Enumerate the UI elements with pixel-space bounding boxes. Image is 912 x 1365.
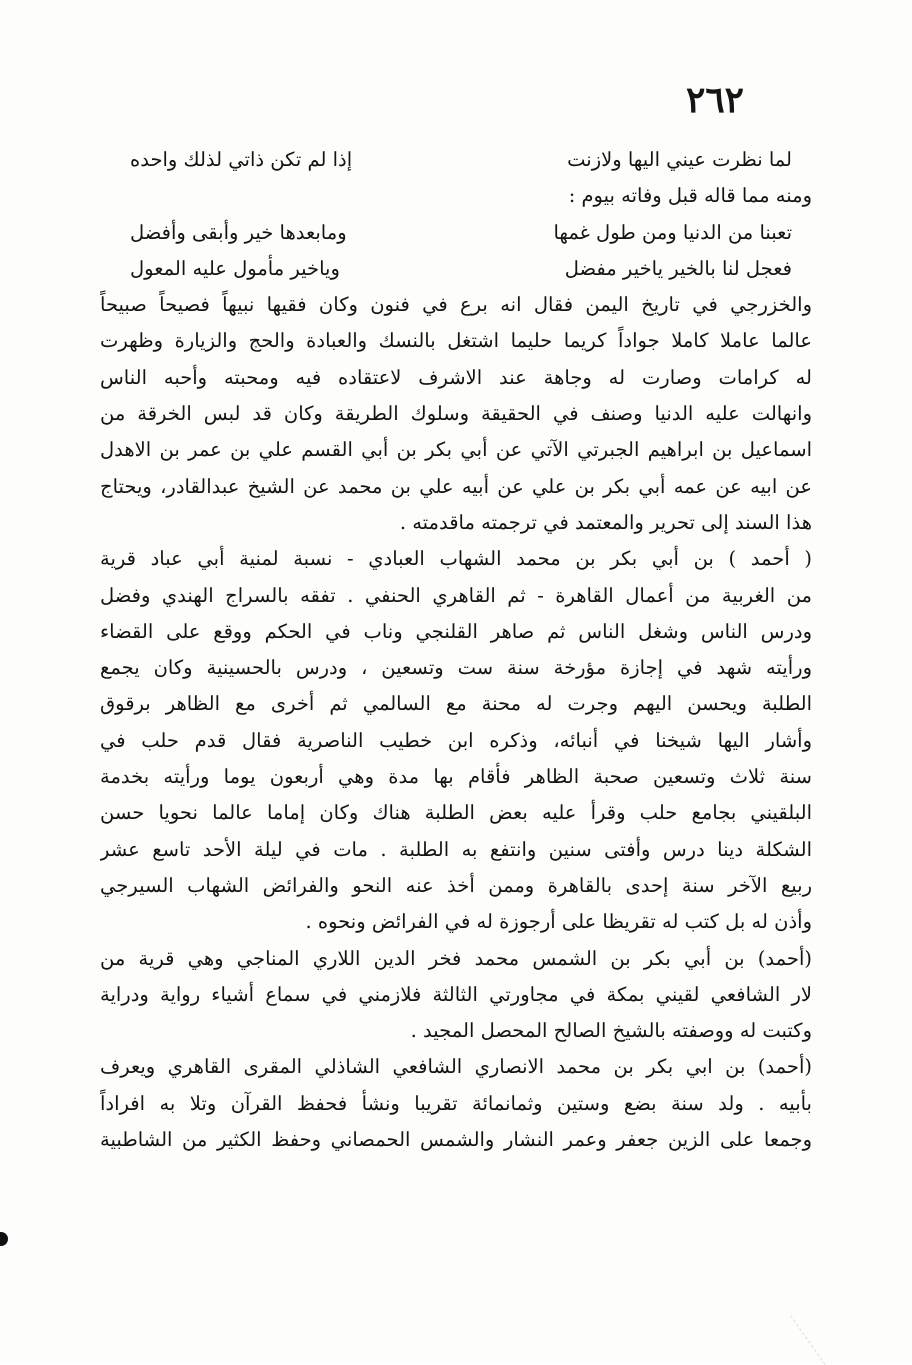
text-line: البلقيني بجامع حلب وقرأ عليه بعض الطلبة هناك وكان إماما عالما نحويا حسن — [100, 801, 812, 825]
text-line: وأشار اليها شيخنا في أنبائه، وذكره ابن خطيب الناصرية فقال قدم حلب في — [100, 728, 812, 752]
paragraph-end-line: هذا السند إلى تحرير والمعتمد في ترجمته ماقدمته . — [399, 510, 812, 534]
page-number: ٢٦٢ — [685, 79, 744, 121]
text-line: وانهالت عليه الدنيا وصنف في الحقيقة وسلوك الطريقة وكان قد لبس الخرقة من — [100, 402, 812, 426]
text-line: له كرامات وصارت له وجاهة عند الاشرف لاعتقاده فيه ومحبته وأحبه الناس — [100, 365, 812, 389]
verse-second-hemistich: إذا لم تكن ذاتي لذلك واحده — [130, 148, 353, 171]
text-line: بأبيه . ولد سنة بضع وستين وثمانمائة تقريبا ونشأ فحفظ القرآن وتلا به افراداً — [100, 1091, 812, 1115]
paragraph-end-line: ومنه مما قاله قبل وفاته بيوم : — [568, 184, 812, 208]
verse-second-hemistich: ومابعدها خير وأبقى وأفضل — [130, 220, 347, 244]
text-line: ربيع الآخر سنة إحدى بالقاهرة وممن أخذ عنه النحو والفرائض الشهاب السيرجي — [100, 873, 812, 897]
verse-line — [100, 215, 812, 251]
paragraph-end-line: وأذن له بل كتب له تقريظا على أرجوزة له في الفرائض ونحوه . — [305, 910, 812, 934]
text-line: عن ابيه عن عمه أبي بكر بن علي عن أبيه علي بن محمد عن الشيخ عبدالقادر، ويحتاج — [100, 474, 812, 498]
text-line: الشكلة دينا درس وأفتى سنين وانتفع به الطلبة . مات في ليلة الأحد تاسع عشر — [100, 837, 812, 861]
scan-artifact-mark — [790, 1275, 883, 1365]
verse-line — [100, 251, 812, 287]
text-line: ( أحمد ) بن أبي بكر بن محمد الشهاب العبادي - نسبة لمنية أبي عباد قرية — [100, 547, 812, 571]
text-line: ورأيته شهد في إجازة مؤرخة سنة ست وتسعين ، ودرس بالحسينية وكان يجمع — [100, 656, 812, 680]
paragraph-end-line: وكتبت له ووصفته بالشيخ الصالح المحصل المجيد . — [410, 1019, 812, 1043]
text-body — [100, 142, 812, 1158]
verse-line — [100, 142, 812, 178]
text-line: من الغربية من أعمال القاهرة - ثم القاهري الحنفي . تفقه بالسراج الهندي وفضل — [100, 583, 812, 607]
verse-second-hemistich: وياخير مأمول عليه المعول — [130, 256, 340, 280]
text-line: لار الشافعي لقيني بمكة في مجاورتي الثالثة فلازمني في سماع أشياء رواية ودراية — [100, 982, 812, 1006]
scan-artifact-dot — [0, 1232, 8, 1246]
text-line: وجمعا على الزين جعفر وعمر النشار والشمس الحمصاني وحفظ الكثير من الشاطبية — [100, 1128, 812, 1152]
verse-first-hemistich: لما نظرت عيني اليها ولازنت — [567, 148, 792, 171]
text-line: والخزرجي في تاريخ اليمن فقال انه برع في فنون وكان فقيها نبيهاً فصيحاً صبيحاً — [100, 293, 812, 317]
text-line: (أحمد) بن أبي بكر بن الشمس محمد فخر الدين اللاري المناجي وهي قرية من — [100, 946, 812, 970]
text-line: سنة ثلاث وتسعين صحبة الظاهر فأقام بها مدة وهي أربعون يوما ورأيته بخدمة — [100, 765, 812, 789]
verse-first-hemistich: تعبنا من الدنيا ومن طول غمها — [553, 220, 792, 244]
text-line: ودرس الناس وشغل الناس ثم صاهر القلنجي وناب في الحكم ووقع على القضاء — [100, 619, 812, 643]
text-line: اسماعيل بن ابراهيم الجبرتي الآتي عن أبي بكر بن أبي القسم علي بن عمر بن الاهدل — [100, 438, 812, 462]
text-line: (أحمد) بن ابي بكر بن محمد الانصاري الشافعي الشاذلي المقرى القاهري ويعرف — [100, 1055, 812, 1079]
verse-first-hemistich: فعجل لنا بالخير ياخير مفضل — [564, 256, 792, 280]
text-line: عالما عاملا كاملا جواداً كريما حليما اشتغل بالنسك والعبادة والحج والزيارة وظهرت — [100, 329, 812, 353]
text-line: الطلبة ويحسن اليهم وجرت له محنة مع السالمي ثم أخرى مع الظاهر برقوق — [100, 692, 812, 716]
